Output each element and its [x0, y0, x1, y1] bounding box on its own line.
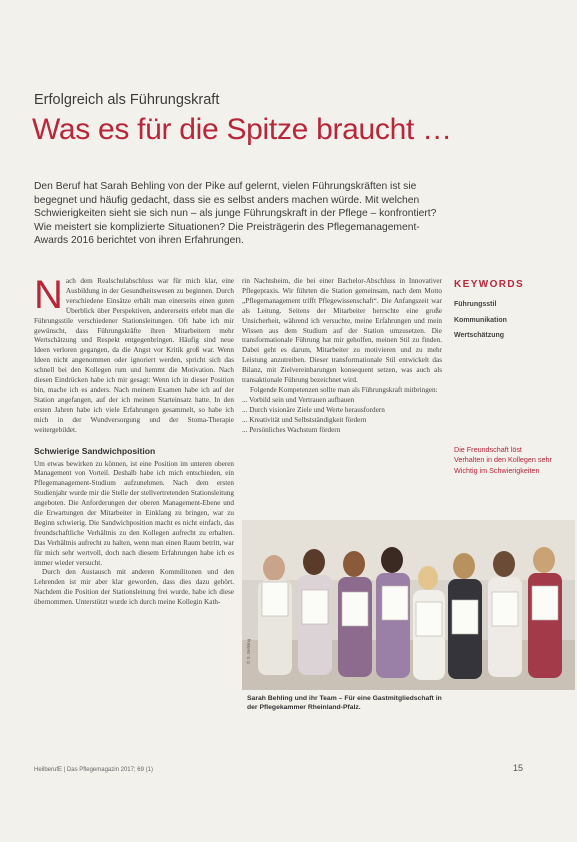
article-kicker: Erfolgreich als Führungskraft	[34, 92, 220, 108]
intro-paragraph	[34, 273, 234, 436]
page-number: 15	[513, 763, 524, 773]
keywords-title: KEYWORDS	[454, 279, 525, 290]
body-paragraph: rin Nachtsheim, die bei einer Bachelor-Abschluss in Innovativer Pflegepraxis. Wir führten die Station gemeinsam, nach dem Motto „Pflegemanagement trifft Pflegewissenschaft“. Die Anfangszeit war als Leitung. Seitens der Mitarbeiter herrschte eine große Unsicherheit, während ich versuchte, meine Erfahrungen und mein Wissen aus dem Studium auf der Station umzusetzen. Die transformationale Führung hat mir geholfen, meinen Stil zu finden. Dabei geht es darum, Mitarbeiter zu motivieren und zu mehr Leistung anzutreiben. Dieser transformationale Stil entwickelt das Bilanz, mit Zielvereinbarungen konsequent setzen, was auch als transaktionale Führung bezeichnet wird.	[242, 277, 442, 385]
article-lead: Den Beruf hat Sarah Behling von der Pike auf gelernt, vielen Führungskräften ist sie begegnet und häufig gedacht, dass sie es selbst anders machen würde. Mit welchen Schwierigkeiten sieht sie sich nun – als junge Führungskraft in der Pflege – konfrontiert? Wie meistert sie komplizierte Situationen? Die Preisträgerin des Pflegemanagement-Awards 2016 berichtet von ihren Erfahrungen.	[34, 181, 437, 247]
body-column-2	[242, 277, 442, 436]
photo-caption: Sarah Behling und ihr Team – Für eine Gastmitgliedschaft in der Pflegekammer Rheinland-Pfalz.	[247, 695, 442, 711]
keyword-item: Wertschätzung	[454, 332, 505, 339]
list-item: ... Vorbild sein und Vertrauen aufbauen	[242, 395, 355, 404]
body-paragraph: Um etwas bewirken zu können, ist eine Position im unteren oberen Management von Vorteil. Deshalb habe ich mich entschieden, ein Pflegemanagement-Studium aufzunehmen. Nach dem ersten Studienjahr wurde mir die Stelle der stellvertretenden Stationsleitung angeboten. Die Anforderungen der oberen Management-Ebene und die Erwartungen der Mitarbeiter in Einklang zu bringen, war zu Beginn schwierig. Die Sandwichposition macht es nicht einfach, das freundschaftliche Verhältnis zu den Kollegen aufrecht zu erhalten. Das Verhältnis aufrecht zu halten, wenn man einen Raum betritt, war für mich sehr wertvoll, doch nach diesem Erfahrungen habe ich es immer wieder versucht.	[34, 459, 234, 567]
body-column-1	[34, 273, 234, 608]
list-item: ... Durch visionäre Ziele und Werte herausfordern	[242, 405, 385, 414]
section-subhead: Schwierige Sandwichposition	[34, 445, 156, 456]
article-headline: Was es für die Spitze braucht …	[32, 113, 452, 146]
list-item: ... Kreativität und Selbstständigkeit fördern	[242, 415, 367, 424]
body-paragraph: Folgende Kompetenzen sollte man als Führungskraft mitbringen:	[250, 385, 438, 394]
keywords-list	[454, 297, 507, 344]
keyword-item: Kommunikation	[454, 316, 507, 324]
side-quote: Die Freundschaft löst Verhalten in den Kollegen sehr Wichtig im Schwierigkeiten	[454, 445, 552, 475]
team-photo	[242, 520, 575, 690]
keyword-item: Führungsstil	[454, 301, 497, 308]
footer-publication: HeilberufE | Das Pflegemagazin 2017; 69 (1)	[34, 767, 153, 773]
body-paragraph: Durch den Austausch mit anderen Kommilitonen und den Lehrenden ist mir aber klar geworden, dass dies dazu gehört. Nachdem die Position der Stationsleitung frei wurde, habe ich diese übernommen. Unterstützt wurde ich durch meine Kollegin Kath-	[34, 568, 234, 607]
competency-list	[242, 396, 442, 436]
drop-cap: N	[34, 273, 63, 317]
team-photo-illustration	[242, 520, 575, 690]
intro-text: ach dem Realschulabschluss war für mich klar, eine Ausbildung in der Gesundheitswesen zu beginnen. Durch verschiedene Einsätze erhält man einerseits einen guten Überblick über Perspektiven, andererseits erlebt man die Führungsstile verschiedener Stationsleitungen. Oft habe ich mir gewünscht, dass Führungskräfte ihren Mitarbeitern mehr Wertschätzung und Respekt entgegenbringen. Häufig sind neue Ideen verloren gegangen, da die Angst vor Kritik groß war. Wenn Ideen nicht angenommen oder ignoriert werden, spricht sich das schnell bei den Kollegen rum und hemmt die Motivation. Nach diesen Eindrücken habe ich mir gesagt: Wenn ich in dieser Position bin, mache ich es anders. Nach meinem Examen habe ich auf der Station angefangen, auf der ich meinen Starteinsatz hatte. In den ersten Jahren habe ich viele Erfahrungen gesammelt, so habe ich mich in der Wundversorgung und der Stoma-Therapie weitergebildet.	[34, 277, 234, 434]
list-item: ... Persönliches Wachstum fördern	[242, 425, 341, 434]
photo-credit: © S. Behling	[246, 638, 251, 664]
